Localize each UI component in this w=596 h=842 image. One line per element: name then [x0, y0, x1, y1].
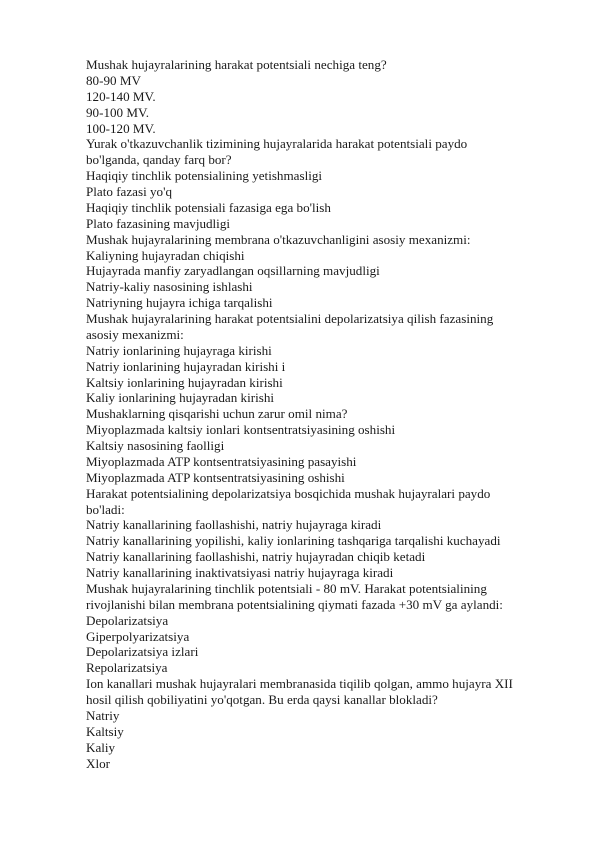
answer-option: 90-100 MV. [86, 104, 150, 120]
answer-option: Natriy kanallarining faollashishi, natriy hujayradan chiqib ketadi [86, 549, 426, 565]
answer-option: Natriy-kaliy nasosining ishlashi [86, 279, 253, 295]
answer-option: Kaliy [86, 739, 116, 755]
answer-option: Depolarizatsiya [86, 612, 169, 628]
answer-option: 100-120 MV. [86, 120, 156, 136]
question-4-continued: asosiy mexanizmi: [86, 326, 184, 342]
answer-option: Kaltsiy nasosining faolligi [86, 438, 225, 453]
answer-option: Plato fazasining mavjudligi [86, 215, 231, 231]
question-3: Mushak hujayralarining membrana o'tkazuvchanligini asosiy mexanizmi: [86, 231, 471, 247]
answer-option: Natriy kanallarining faollashishi, natriy hujayraga kiradi [86, 517, 382, 533]
answer-option: Giperpolyarizatsiya [86, 628, 190, 644]
question-8-continued: hosil qilish qobiliyatini yo'qotgan. Bu erda qaysi kanallar blokladi? [86, 692, 438, 707]
answer-option: Miyoplazmada ATP kontsentratsiyasining oshishi [86, 469, 345, 485]
answer-option: Kaliy ionlarining hujayradan kirishi [86, 390, 274, 406]
answer-option: Hujayrada manfiy zaryadlangan oqsillarning mavjudligi [86, 263, 380, 279]
answer-option: Repolarizatsiya [86, 660, 168, 676]
answer-option: Depolarizatsiya izlari [86, 644, 199, 660]
answer-option: Kaltsiy ionlarining hujayradan kirishi [86, 374, 283, 390]
answer-option: Natriy [86, 707, 120, 723]
answer-option: Xlor [86, 755, 111, 771]
answer-option: 120-140 MV. [86, 88, 156, 104]
answer-option: Miyoplazmada ATP kontsentratsiyasining pasayishi [86, 453, 357, 469]
answer-option: Miyoplazmada kaltsiy ionlari kontsentratsiyasining oshishi [86, 422, 396, 438]
question-2-continued: bo'lganda, qanday farq bor? [86, 152, 232, 168]
answer-option: Kaltsiy [86, 723, 124, 739]
question-2: Yurak o'tkazuvchanlik tizimining hujayralarida harakat potentsiali paydo [86, 136, 468, 152]
question-6: Harakat potentsialining depolarizatsiya bosqichida mushak hujayralari paydo [86, 485, 491, 501]
question-6-continued: bo'ladi: [86, 501, 125, 517]
answer-option: Natriy ionlarining hujayraga kirishi [86, 342, 272, 358]
answer-option: Kaliyning hujayradan chiqishi [86, 247, 245, 263]
document-page [86, 57, 566, 771]
answer-option: Plato fazasi yo'q [86, 184, 172, 199]
answer-option: 80-90 MV [86, 72, 141, 88]
question-4: Mushak hujayralarining harakat potentsialini depolarizatsiya qilish fazasining [86, 311, 494, 326]
answer-option: Haqiqiy tinchlik potensialining yetishmasligi [86, 168, 323, 184]
answer-option: Natriy kanallarining inaktivatsiyasi natriy hujayraga kiradi [86, 565, 394, 580]
question-1: Mushak hujayralarining harakat potentsiali nechiga teng? [86, 57, 387, 72]
question-8: Ion kanallari mushak hujayralari membranasida tiqilib qolgan, ammo hujayra XII [86, 676, 513, 692]
question-7-continued: rivojlanishi bilan membrana potentsialining qiymati fazada +30 mV ga aylandi: [86, 596, 503, 612]
question-7: Mushak hujayralarining tinchlik potentsiali - 80 mV. Harakat potentsialining [86, 580, 487, 596]
answer-option: Natriyning hujayra ichiga tarqalishi [86, 295, 273, 311]
question-5: Mushaklarning qisqarishi uchun zarur omil nima? [86, 406, 348, 422]
answer-option: Haqiqiy tinchlik potensiali fazasiga ega bo'lish [86, 199, 331, 215]
answer-option: Natriy kanallarining yopilishi, kaliy ionlarining tashqariga tarqalishi kuchayadi [86, 533, 501, 549]
answer-option: Natriy ionlarining hujayradan kirishi i [86, 358, 286, 374]
